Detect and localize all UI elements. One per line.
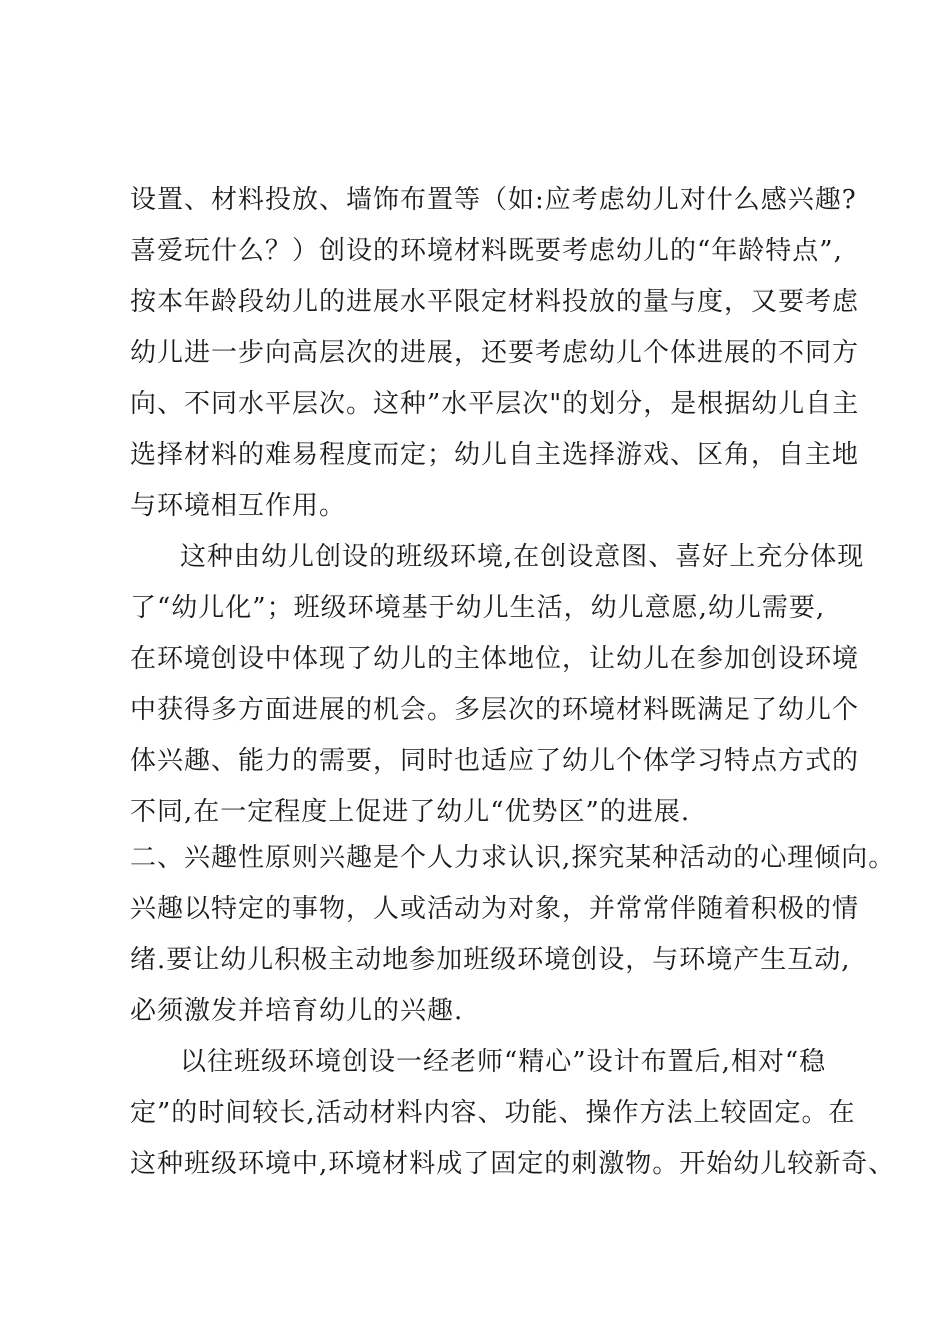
text-line: 在环境创设中体现了幼儿的主体地位，让幼儿在参加创设环境 <box>130 644 860 674</box>
text-line: 与环境相互作用。 <box>130 491 347 521</box>
text-line: 按本年龄段幼儿的进展水平限定材料投放的量与度，又要考虑 <box>130 287 860 317</box>
text-line: 体兴趣、能力的需要，同时也适应了幼儿个体学习特点方式的 <box>130 746 860 776</box>
paragraph-first-line: 以往班级环境创设一经老师“精心”设计布置后,相对“稳 <box>180 1047 827 1077</box>
text-line: 中获得多方面进展的机会。多层次的环境材料既满足了幼儿个 <box>130 695 860 725</box>
text-line: 这种班级环境中,环境材料成了固定的刺激物。开始幼儿较新奇、 <box>130 1149 896 1179</box>
text-line: 喜爱玩什么？）创设的环境材料既要考虑幼儿的“年龄特点”, <box>130 236 843 266</box>
text-line: 了“幼儿化”；班级环境基于幼儿生活，幼儿意愿,幼儿需要, <box>130 593 826 623</box>
text-line: 必须激发并培育幼儿的兴趣. <box>130 996 464 1026</box>
paragraph-first-line: 这种由幼儿创设的班级环境,在创设意图、喜好上充分体现 <box>180 542 865 572</box>
text-line: 幼儿进一步向高层次的进展，还要考虑幼儿个体进展的不同方 <box>130 338 860 368</box>
section-heading-line: 二、兴趣性原则兴趣是个人力求认识,探究某种活动的心理倾向。 <box>130 843 896 873</box>
text-line: 兴趣以特定的事物，人或活动为对象，并常常伴随着积极的情 <box>130 894 860 924</box>
text-line: 不同,在一定程度上促进了幼儿“优势区”的进展. <box>130 797 691 827</box>
text-line: 定”的时间较长,活动材料内容、功能、操作方法上较固定。在 <box>130 1098 856 1128</box>
text-line: 向、不同水平层次。这种”水平层次"的划分，是根据幼儿自主 <box>130 389 860 419</box>
text-line: 设置、材料投放、墙饰布置等（如:应考虑幼儿对什么感兴趣? <box>130 185 857 215</box>
text-line: 绪.要让幼儿积极主动地参加班级环境创设，与环境产生互动, <box>130 945 851 975</box>
text-line: 选择材料的难易程度而定；幼儿自主选择游戏、区角，自主地 <box>130 440 860 470</box>
